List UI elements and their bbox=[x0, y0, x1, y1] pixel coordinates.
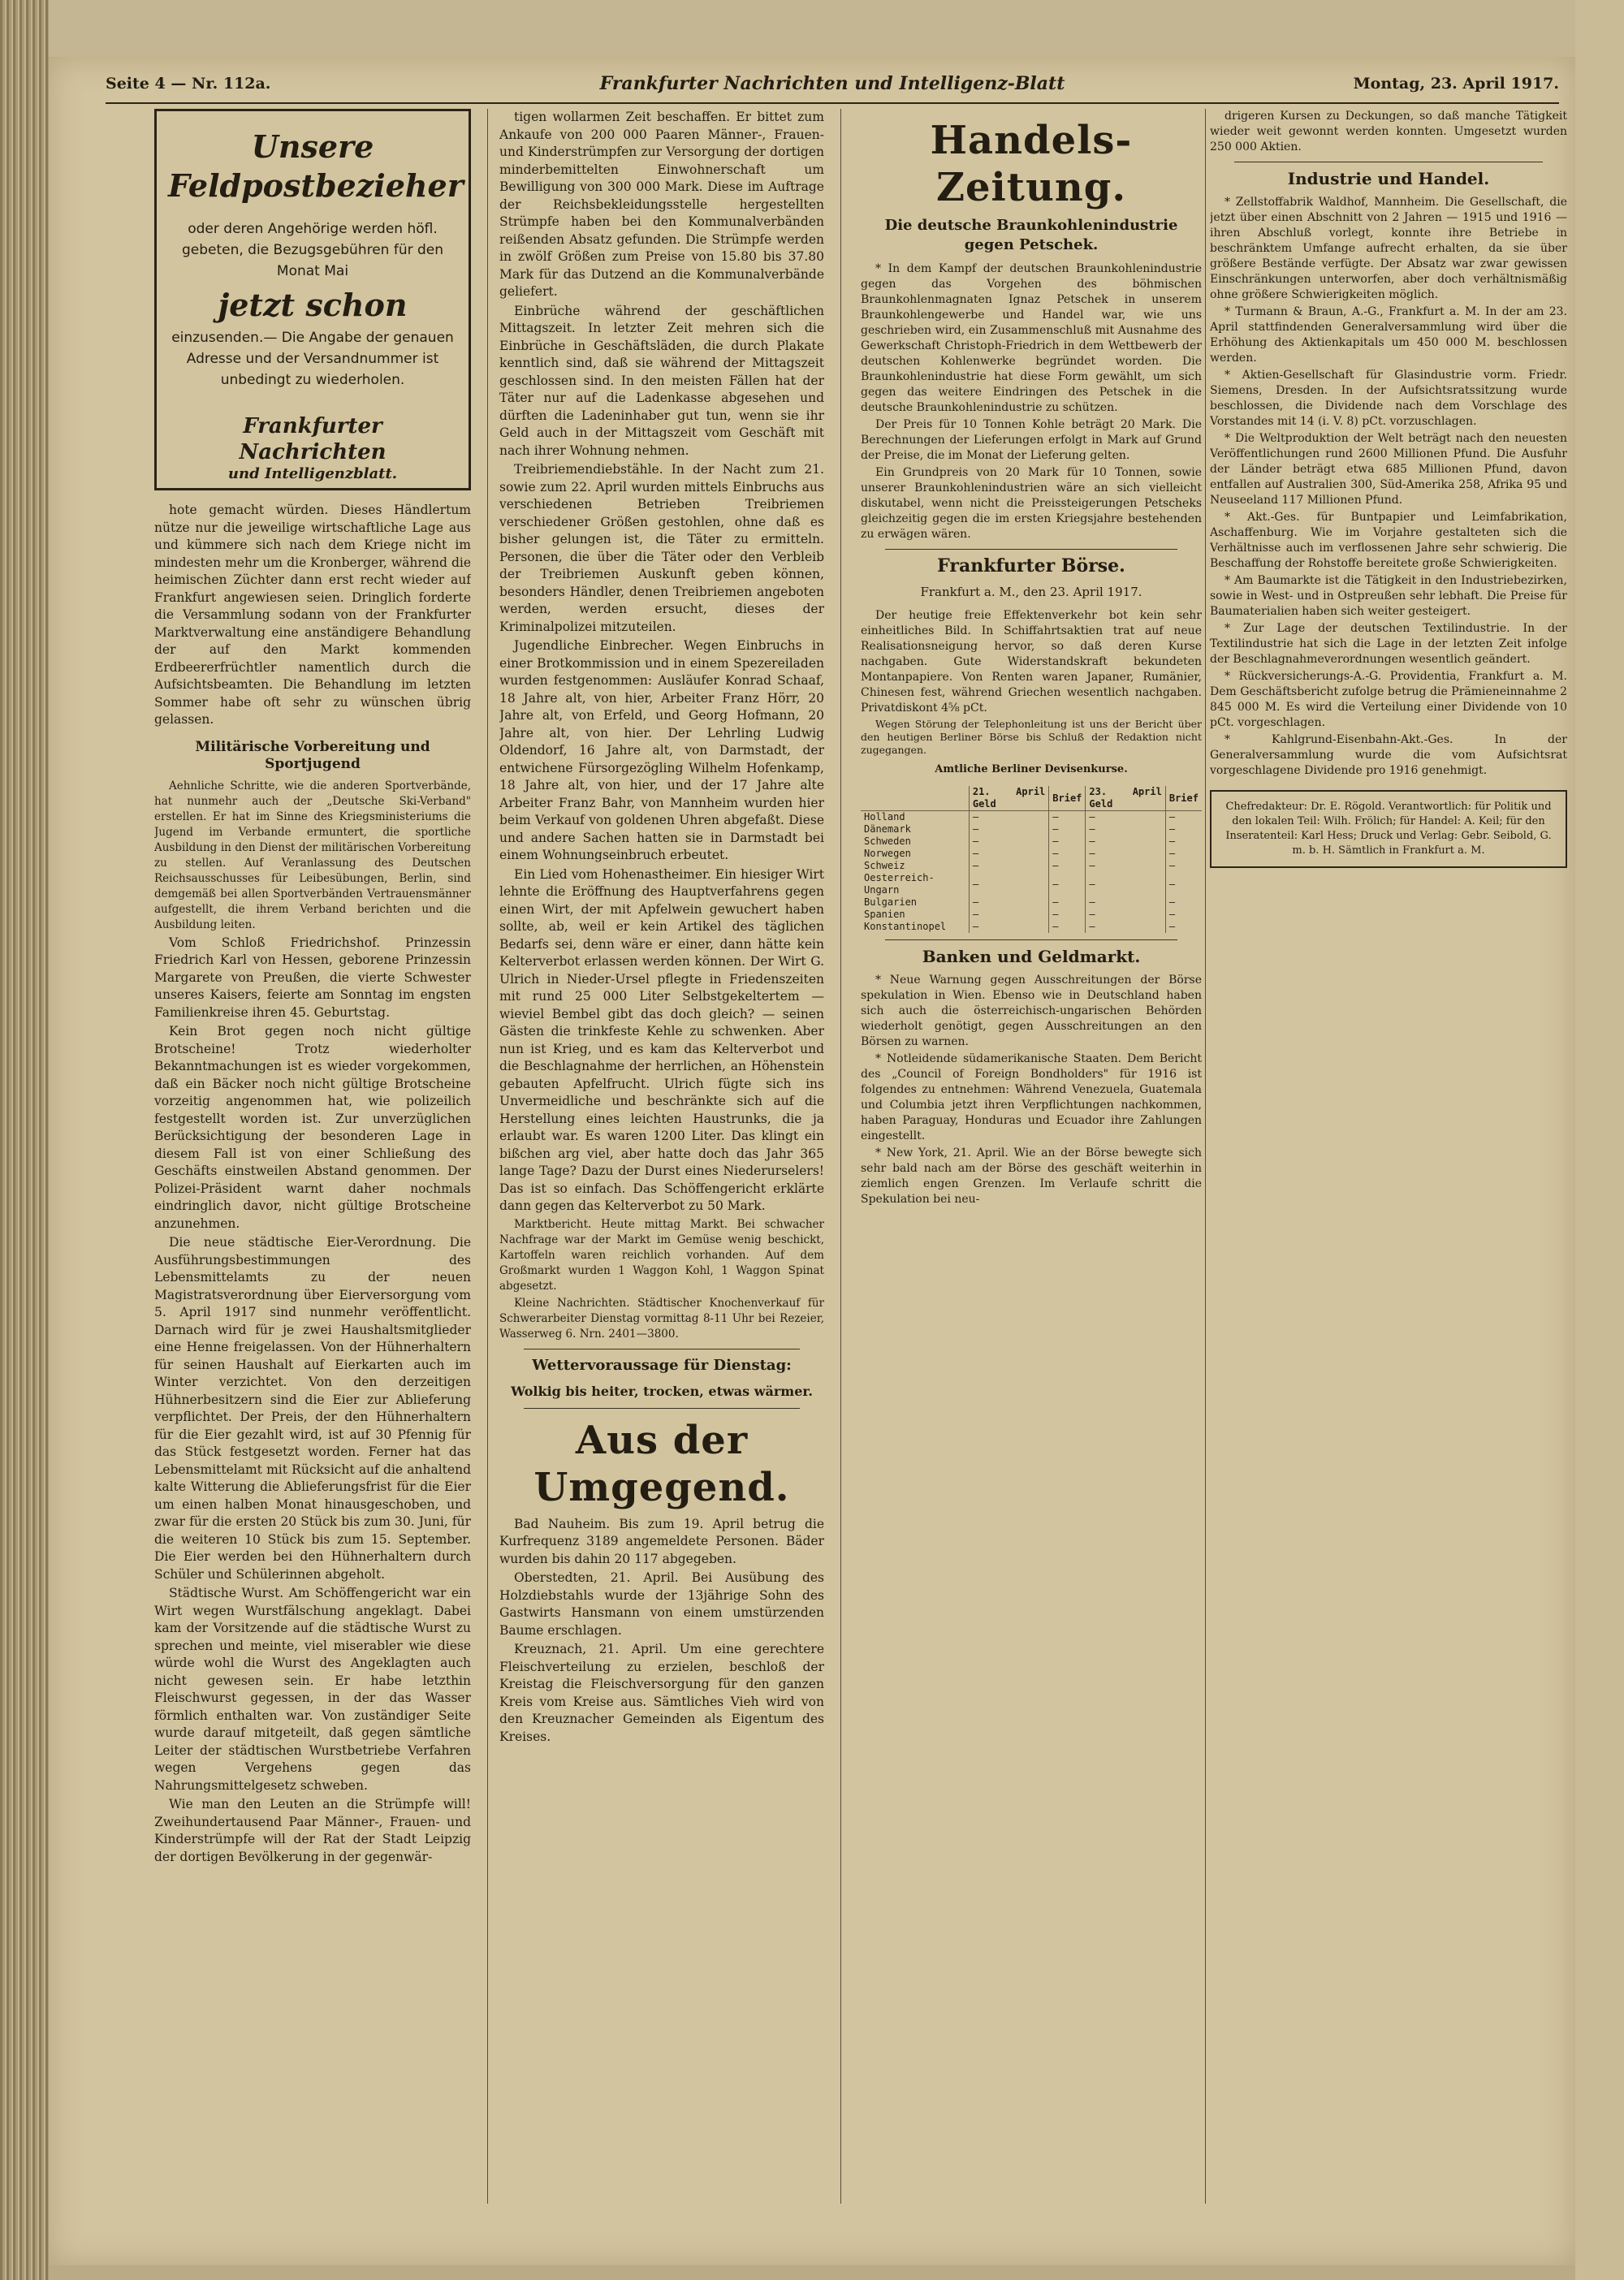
fx-cell: — bbox=[1086, 872, 1165, 896]
fx-cell: — bbox=[1086, 860, 1165, 872]
column-rule bbox=[1205, 109, 1206, 2204]
article-paragraph: Bad Nauheim. Bis zum 19. April betrug die Kurfrequenz 3189 angemeldete Personen. Bäder wurden bis dahin 20 117 abgegeben. bbox=[499, 1516, 824, 1566]
subscription-ad bbox=[154, 109, 471, 490]
fx-row bbox=[861, 848, 1202, 860]
fx-cell: — bbox=[1165, 909, 1202, 921]
article-paragraph: * New York, 21. April. Wie an der Börse bewegte sich sehr bald nach am der Börse des geschäft weiterhin in ziemlich engen Grenzen. Im Verlaufe schritt die Spekulation bei neu- bbox=[861, 1146, 1202, 1206]
fx-cell: — bbox=[1086, 896, 1165, 909]
article-paragraph: * Akt.-Ges. für Buntpapier und Leimfabrikation, Aschaffenburg. Wie im Vorjahre gestalteten sich die Verhältnisse auch im verflossenen Jahre sehr schwierig. Die Beschaffung der Rohstoffe bereitete große Schwierigkeiten. bbox=[1210, 511, 1567, 570]
fx-cell: — bbox=[1049, 921, 1086, 933]
fx-cell: Holland bbox=[864, 811, 905, 823]
article-paragraph: * Zur Lage der deutschen Textilindustrie. In der Textilindustrie hat sich die Lage in der letzten Zeit infolge der Beschlagnahmeverordnungen wesentlich geändert. bbox=[1210, 622, 1567, 666]
header-date: Montag, 23. April 1917. bbox=[1353, 75, 1559, 93]
article-paragraph: * Am Baumarkte ist die Tätigkeit in den Industriebezirken, sowie in West- und in Ostpreußen sehr lebhaft. Die Preise für Baumaterialien haben sich weiter gesteigert. bbox=[1210, 574, 1567, 618]
fx-cell: — bbox=[1049, 872, 1086, 896]
fx-header-cell: 21. April Geld bbox=[969, 786, 1048, 811]
fx-header-cell: Brief bbox=[1049, 786, 1086, 811]
divider bbox=[524, 1408, 800, 1409]
article-paragraph: Der Preis für 10 Tonnen Kohle beträgt 20 Mark. Die Berechnungen der Lieferungen erfolgt in Mark auf Grund der Preise, die im Monat der Lieferung gelten. bbox=[861, 418, 1202, 462]
fx-row bbox=[861, 896, 1202, 909]
fx-row bbox=[861, 811, 1202, 824]
fx-cell: Schweiz bbox=[864, 860, 905, 871]
fx-cell: — bbox=[1165, 823, 1202, 836]
divider bbox=[885, 939, 1177, 940]
header-masthead: Frankfurter Nachrichten und Intelligenz-Blatt bbox=[599, 73, 1065, 94]
ad-body: oder deren Angehörige werden höfl. gebeten, die Bezugsgebühren für den Monat Mai bbox=[181, 221, 444, 279]
fx-cell: — bbox=[969, 896, 1048, 909]
fx-row bbox=[861, 921, 1202, 933]
article-paragraph: Einbrüche während der geschäftlichen Mittagszeit. In letzter Zeit mehren sich die Einbrüche in Geschäftsläden, die durch Plakate kenntlich sind, daß sie während der Mittagszeit geschlossen sind. In den meisten Fällen hat der Täter nur auf die Ladenkasse abgesehen und dürften die Ladeninhaber gut tun, wenn sie ihr Geld auch in der Mittagszeit vom Geschäft mit nach ihrer Wohnung nehmen. bbox=[499, 303, 824, 458]
ad-body-2: einzusenden.— Die Angabe der genauen Adresse und der Versandnummer ist unbedingt zu wiederholen. bbox=[171, 329, 454, 388]
article-paragraph: tigen wollarmen Zeit beschaffen. Er bittet zum Ankaufe von 200 000 Paaren Männer-, Frauen- und Kinderstrümpfen zur Versorgung der dortigen minderbemittelten Einwohnerschaft um Bewilligung von 300 000 Mark. Diese im Auftrage der Reichsbekleidungsstelle hergestellten Strümpfe haben bei den Kommunalverbänden reißenden Absatz gefunden. Die Strümpfe werden in zwölf Größen zum Preise von 15.80 bis 37.80 Mark für das Dutzend an die Kommunalverbände geliefert. bbox=[499, 110, 824, 299]
column-rule bbox=[840, 109, 841, 2204]
article-paragraph: drigeren Kursen zu Deckungen, so daß manche Tätigkeit wieder weit gewonnt werden konnten. Umgesetzt wurden 250 000 Aktien. bbox=[1210, 110, 1567, 153]
column-2 bbox=[499, 109, 824, 2212]
boerse-date: Frankfurt a. M., den 23. April 1917. bbox=[920, 585, 1142, 599]
fx-cell: — bbox=[1165, 872, 1202, 896]
article-paragraph: Die neue städtische Eier-Verordnung. Die Ausführungsbestimmungen des Lebensmittelamts zu der neuen Magistratsverordnung über Eierversorgung vom 5. April 1917 sind nunmehr veröffentlicht. Darnach wird für je zwei Haushaltsmitglieder eine Henne freigelassen. Von der Hühnerhaltern für seinen Haushalt auf Eierkarten auch im Winter verzichtet. Von den derzeitigen Hühnerbesitzern sind die Eier zur Ablieferung verpflichtet. Der Preis, der den Hühnerhaltern für die Eier gezahlt wird, ist auf 30 Pfennig für das Stück festgesetzt worden. Ferner hat das Lebensmittelamt mit Rücksicht auf die anhaltend kalte Witterung die Ablieferungsfrist für die Eier um einen halben Monat hinausgeschoben, und zwar für die ersten 20 Stück bis zum 30. Juni, für die weiteren 10 Stück bis zum 15. September. Die Eier werden bei den Hühnerhaltern durch Schüler und Schülerinnen abgeholt. bbox=[154, 1235, 471, 1582]
industry-heading: Industrie und Handel. bbox=[1287, 169, 1490, 188]
fx-cell: — bbox=[1086, 848, 1165, 860]
page-header bbox=[106, 70, 1559, 104]
article-paragraph: Marktbericht. Heute mittag Markt. Bei schwacher Nachfrage war der Markt im Gemüse wenig beschickt, Kartoffeln waren reichlich vorhanden. Auf dem Großmarkt wurden 1 Waggon Kohl, 1 Waggon Spinat abgesetzt. bbox=[499, 1217, 824, 1293]
fx-cell: — bbox=[969, 848, 1048, 860]
page-top-edge bbox=[49, 0, 1624, 57]
ad-now: jetzt schon bbox=[218, 287, 408, 323]
column-1 bbox=[154, 109, 471, 2212]
fx-cell: — bbox=[1049, 811, 1086, 824]
fx-cell: — bbox=[1049, 848, 1086, 860]
article-note: Wegen Störung der Telephonleitung ist uns der Bericht über den heutigen Berliner Börse bis Schluß der Redaktion nicht zugegangen. bbox=[861, 718, 1202, 756]
fx-cell: Dänemark bbox=[864, 823, 911, 835]
ad-publisher-sub: und Intelligenzblatt. bbox=[227, 464, 398, 482]
article-paragraph: Städtische Wurst. Am Schöffengericht war ein Wirt wegen Wurstfälschung angeklagt. Dabei kam der Vorsitzende auf die städtische Wurst zu sprechen und meinte, viel miserabler wie diese würde wohl die Wurst des Angeklagten auch nicht gewesen sein. Er habe letzthin Fleischwurst gegessen, in der das Wasser förmlich enthalten war. Von zuständiger Seite wurde darauf mitgeteilt, daß gegen sämtliche Leiter der städtischen Wurstbetriebe Verfahren wegen Vergehens gegen das Nahrungsmittelgesetz schweben. bbox=[154, 1586, 471, 1793]
article-paragraph: * Zellstoffabrik Waldhof, Mannheim. Die Gesellschaft, die jetzt über einen Abschnitt von 2 Jahren — 1915 und 1916 — ihren Abschluß vorlegt, konnte ihre Betriebe in beschränktem Umfange aufrecht erhalten, da sie über größere Bestände verfügte. Der Absatz war zwar gewissen Einschränkungen unterworfen, aber doch verhältnismäßig ohne größere Schwierigkeiten möglich. bbox=[1210, 196, 1567, 301]
ad-publisher: Frankfurter Nachrichten bbox=[239, 413, 387, 464]
fx-cell: — bbox=[1165, 836, 1202, 848]
weather-forecast: Wolkig bis heiter, trocken, etwas wärmer. bbox=[511, 1383, 813, 1399]
fx-heading: Amtliche Berliner Devisenkurse. bbox=[935, 763, 1128, 775]
weather-heading: Wettervoraussage für Dienstag: bbox=[532, 1356, 792, 1374]
fx-cell: — bbox=[969, 909, 1048, 921]
fx-cell: — bbox=[969, 872, 1048, 896]
article-paragraph: Treibriemendiebstähle. In der Nacht zum 21. sowie zum 22. April wurden mittels Einbruchs aus verschiedenen Betrieben Treibriemen verschiedener Größen gestohlen, ohne daß es bisher gelungen ist, die Täter zu ermitteln. Personen, die über die Täter oder den Verbleib der Treibriemen Auskunft geben können, besonders Händler, denen Treibriemen angeboten werden, werden ersucht, dieses der Kriminalpolizei mitzuteilen. bbox=[499, 462, 824, 634]
fx-cell: — bbox=[1049, 836, 1086, 848]
article-paragraph: * Notleidende südamerikanische Staaten. Dem Bericht des „Council of Foreign Bondholders" für 1916 ist folgendes zu entnehmen: Während Venezuela, Guatemala und Columbia jetzt ihren Verpflichtungen nachkommen, haben Paraguay, Honduras und Ecuador ihre Zahlungen eingestellt. bbox=[861, 1052, 1202, 1142]
page-right-edge bbox=[1575, 0, 1624, 2280]
article-paragraph: * Turmann & Braun, A.-G., Frankfurt a. M. In der am 23. April stattfindenden Generalversammlung wird über die Erhöhung des Aktienkapitals um 450 000 M. beschlossen werden. bbox=[1210, 305, 1567, 365]
fx-cell: — bbox=[1165, 896, 1202, 909]
article-paragraph: Wie man den Leuten an die Strümpfe will! Zweihundertausend Paar Männer-, Frauen- und Kinderstrümpfe will der Rat der Stadt Leipzig der dortigen Bevölkerung in der gegenwär- bbox=[154, 1797, 471, 1864]
article-paragraph: * Die Weltproduktion der Welt beträgt nach den neuesten Veröffentlichungen rund 2600 Millionen Pfund. Die Ausfuhr der Länder beträgt etwa 685 Millionen Pfund, davon entfallen auf Australien 300, Süd-Amerika 258, Afrika 95 und Neuseeland 117 Millionen Pfund. bbox=[1210, 432, 1567, 507]
fx-row bbox=[861, 909, 1202, 921]
fx-cell: — bbox=[969, 823, 1048, 836]
section-heading: Militärische Vorbereitung und Sportjugend bbox=[195, 738, 430, 772]
article-paragraph: Oberstedten, 21. April. Bei Ausübung des Holzdiebstahls wurde der 13jährige Sohn des Gastwirts Hansmann von einem umstürzenden Baume erschlagen. bbox=[499, 1570, 824, 1638]
section-title-handels: Handels-Zeitung. bbox=[930, 118, 1133, 210]
article-paragraph: Kein Brot gegen noch nicht gültige Brotscheine! Trotz wiederholter Bekanntmachungen ist es wieder vorgekommen, daß ein Bäcker noch nicht gültige Brotscheine vorzeitig angenommen hat, wie polizeilich festgestellt worden ist. Zur unverzüglichen Berücksichtigung der besonderen Lage in diesem Fall ist von einer Schließung des Geschäfts einstweilen Abstand genommen. Der Polizei-Präsident warnt daher nochmals eindringlich davor, nicht gültige Brotscheine anzunehmen. bbox=[154, 1024, 471, 1231]
book-binding bbox=[0, 0, 49, 2280]
fx-header-cell: Brief bbox=[1165, 786, 1202, 811]
article-paragraph: hote gemacht würden. Dieses Händlertum nütze nur die jeweilige wirtschaftliche Lage aus und kümmere sich nach dem Kriege nicht im mindesten mehr um die Kronberger, während die heimischen Züchter dann erst recht wieder auf Frankfurt angewiesen seien. Dringlich forderte die Versammlung sodann von der Frankfurter Marktverwaltung eine anständigere Behandlung der auf den Markt kommenden Erdbeererfrüchtler namentlich durch die Aufsichtsbeamten. Die Behandlung im letzten Sommer habe oft sehr zu wünschen übrig gelassen. bbox=[154, 503, 471, 727]
article-paragraph: Vom Schloß Friedrichshof. Prinzessin Friedrich Karl von Hessen, geborene Prinzessin Margarete von Preußen, die vierte Schwester unseres Kaisers, feierte am Sonntag im engsten Familienkreise ihren 45. Geburtstag. bbox=[154, 935, 471, 1020]
fx-cell: — bbox=[1049, 909, 1086, 921]
article-heading: Die deutsche Braunkohlenindustrie gegen Petschek. bbox=[884, 217, 1178, 253]
fx-cell: — bbox=[1049, 823, 1086, 836]
fx-cell: — bbox=[1165, 848, 1202, 860]
fx-table bbox=[861, 786, 1202, 933]
article-paragraph: Kleine Nachrichten. Städtischer Knochenverkauf für Schwerarbeiter Dienstag vormittag 8-11 Uhr bei Rezeier, Wasserweg 6. Nrn. 2401—3800. bbox=[499, 1296, 824, 1341]
fx-cell: — bbox=[1086, 836, 1165, 848]
column-rule bbox=[487, 109, 488, 2204]
article-paragraph: * Aktien-Gesellschaft für Glasindustrie vorm. Friedr. Siemens, Dresden. In der Aufsichtsratssitzung wurde beschlossen, die Dividende nach dem Vorschlage des Vorstandes mit 14 (i. V. 8) pCt. vorzuschlagen. bbox=[1210, 369, 1567, 428]
fx-cell: — bbox=[1049, 896, 1086, 909]
fx-cell: — bbox=[1086, 909, 1165, 921]
fx-cell: — bbox=[1165, 921, 1202, 933]
article-paragraph: Aehnliche Schritte, wie die anderen Sportverbände, hat nunmehr auch der „Deutsche Ski-Verband" erstellen. Er hat im Sinne des Kriegsministeriums die Jugend im Verbande ermuntert, die sportliche Ausbildung in den Dienst der militärischen Vorbereitung zu stellen. Auf Veranlassung des Deutschen Reichsausschusses für Leibesübungen, Berlin, sind demgemäß bei allen Sportverbänden Vertrauensmänner aufgestellt, die ihrem Verband berichten und die Ausbildung leiten. bbox=[154, 779, 471, 931]
fx-header-row bbox=[861, 786, 1202, 811]
article-paragraph: Der heutige freie Effektenverkehr bot kein sehr einheitliches Bild. In Schiffahrtsaktien trat auf neue Realisationsneigung hervor, so daß deren Kurse nachgaben. Gute Widerstandskraft bekundeten Montanpapiere. Von Renten waren Japaner, Rumänier, Chinesen fest, während Griechen wesentlich nachgaben. Privatdiskont 4⅝ pCt. bbox=[861, 609, 1202, 715]
fx-cell: — bbox=[1165, 811, 1202, 824]
fx-row bbox=[861, 872, 1202, 896]
fx-cell: Schweden bbox=[864, 836, 911, 847]
fx-cell: — bbox=[1049, 860, 1086, 872]
article-paragraph: Ein Lied vom Hohenastheimer. Ein hiesiger Wirt lehnte die Eröffnung des Hauptverfahrens gegen einen Wirt, der mit Apfelwein gewuchert haben sollte, ab, weil er kein Artikel des täglichen Bedarfs sei, denn wäre er einer, dann hätte kein Kelterverbot erlassen werden können. Der Wirt G. Ulrich in Nieder-Ursel pflegte in Friedenszeiten mit rund 25 000 Liter Selbstgekeltertem — wieviel Bembel gibt das doch gleich? — seinen Gästen die trinkfeste Kehle zu schwenken. Aber nun ist Krieg, und es kam das Kelterverbot und die Beschlagnahme der herrlichen, an Höhenstein gebauten Apfelfrucht. Ulrich fügte sich ins Unvermeidliche und beschränkte sich auf die Herstellung eines leichten Haustrunks, die ja erlaubt war. Es waren 1200 Liter. Das klingt ein bißchen arg viel, aber hatte doch das Jahr 365 lange Tage? Dazu der Durst eines Niederurselers! Das ist so einfach. Das Schöffengericht erklärte dann gegen das Kelterverbot zu 50 Mark. bbox=[499, 866, 824, 1213]
article-paragraph: * Neue Warnung gegen Ausschreitungen der Börse spekulation in Wien. Ebenso wie in Deutschland haben sich auch die österreichisch-ungarischen Behörden wiederholt genötigt, gegen Ausschreitungen an den Börsen zu warnen. bbox=[861, 974, 1202, 1048]
article-paragraph: Ein Grundpreis von 20 Mark für 10 Tonnen, sowie unserer Braunkohlenindustrien wäre an sich vielleicht diskutabel, wenn nicht die Preissteigerungen Petscheks gleichzeitig gegen die im ersten Kriegsjahre bestehenden zu erwägen wären. bbox=[861, 466, 1202, 541]
column-3 bbox=[861, 109, 1202, 2212]
fx-row bbox=[861, 860, 1202, 872]
imprint-box: Chefredakteur: Dr. E. Rögold. Verantwortlich: für Politik und den lokalen Teil: Wilh. Frölich; für Handel: A. Keil; für den Inseratenteil: Karl Hess; Druck und Verlag: Gebr. Seibold, G. m. b. H. Sämtlich in Frankfurt a. M. bbox=[1210, 790, 1567, 868]
fx-cell: — bbox=[1086, 811, 1165, 824]
fx-cell: — bbox=[969, 860, 1048, 872]
fx-cell: — bbox=[969, 811, 1048, 824]
bank-heading: Banken und Geldmarkt. bbox=[922, 947, 1141, 966]
section-title-umgegend: Aus der Umgegend. bbox=[533, 1417, 790, 1510]
divider bbox=[885, 549, 1177, 550]
fx-row bbox=[861, 823, 1202, 836]
fx-cell: — bbox=[1165, 860, 1202, 872]
fx-cell: Norwegen bbox=[864, 848, 911, 859]
article-paragraph: Kreuznach, 21. April. Um eine gerechtere Fleischverteilung zu erzielen, beschloß der Kreistag die Fleischversorgung für den ganzen Kreis vom Kreise aus. Sämtliches Vieh wird von den Kreuznacher Gemeinden als Eigentum des Kreises. bbox=[499, 1642, 824, 1744]
fx-cell: Bulgarien bbox=[864, 896, 918, 908]
fx-cell: — bbox=[969, 836, 1048, 848]
fx-cell: Konstantinopel bbox=[864, 921, 947, 932]
article-paragraph: * Rückversicherungs-A.-G. Providentia, Frankfurt a. M. Dem Geschäftsbericht zufolge betrug die Prämieneinnahme 2 845 000 M. Es wird die Verteilung einer Dividende von 10 pCt. vorgeschlagen. bbox=[1210, 670, 1567, 729]
ad-title: Unsere Feldpostbezieher bbox=[168, 128, 464, 204]
article-paragraph: * In dem Kampf der deutschen Braunkohlenindustrie gegen das Vorgehen des böhmischen Braunkohlenmagnaten Ignaz Petschek in unserem Braunkohlengewerbe und Handel war, wie uns geschrieben wird, ein Zusammenschluß mit Ausnahme des Gewerkschaft Christoph-Friedrich in dem Wettbewerb der deutschen Kohlenwerke begründet worden. Die Braunkohlenindustrie hat diese Form gewählt, um sich gegen das weitere Eindringen des Petschek in die deutsche Braunkohlenindustrie zu schützen. bbox=[861, 262, 1202, 414]
column-4 bbox=[1210, 109, 1567, 2212]
article-paragraph: Jugendliche Einbrecher. Wegen Einbruchs in einer Brotkommission und in einem Spezereiladen wurden festgenommen: Ausläufer Konrad Schaaf, 18 Jahre alt, von hier, Arbeiter Franz Hörr, 20 Jahre alt, von Erfeld, und Georg Hofmann, 20 Jahre alt, von hier. Der Lehrling Ludwig Oldendorf, 16 Jahre alt, von Darmstadt, der entwichene Fürsorgezögling Wilhelm Hofenkamp, 18 Jahre alt, von hier, und der 17 Jahre alte Arbeiter Franz Bahr, von Mannheim wurden hier beim Verkauf von goldenen Uhren abgefaßt. Diese und andere Sachen hatten sie in Darmstadt bei einem Wohnungseinbruch erbeutet. bbox=[499, 638, 824, 862]
fx-header-cell: 23. April Geld bbox=[1086, 786, 1165, 811]
fx-header-cell bbox=[861, 786, 969, 811]
fx-row bbox=[861, 836, 1202, 848]
header-left: Seite 4 — Nr. 112a. bbox=[106, 75, 271, 93]
fx-cell: — bbox=[969, 921, 1048, 933]
boerse-heading: Frankfurter Börse. bbox=[937, 555, 1125, 576]
fx-cell: Spanien bbox=[864, 909, 905, 920]
article-paragraph: * Kahlgrund-Eisenbahn-Akt.-Ges. In der Generalversammlung wurde die vom Aufsichtsrat vorgeschlagene Dividende pro 1916 genehmigt. bbox=[1210, 733, 1567, 777]
fx-cell: — bbox=[1086, 921, 1165, 933]
fx-cell: Oesterreich-Ungarn bbox=[864, 872, 935, 896]
fx-cell: — bbox=[1086, 823, 1165, 836]
